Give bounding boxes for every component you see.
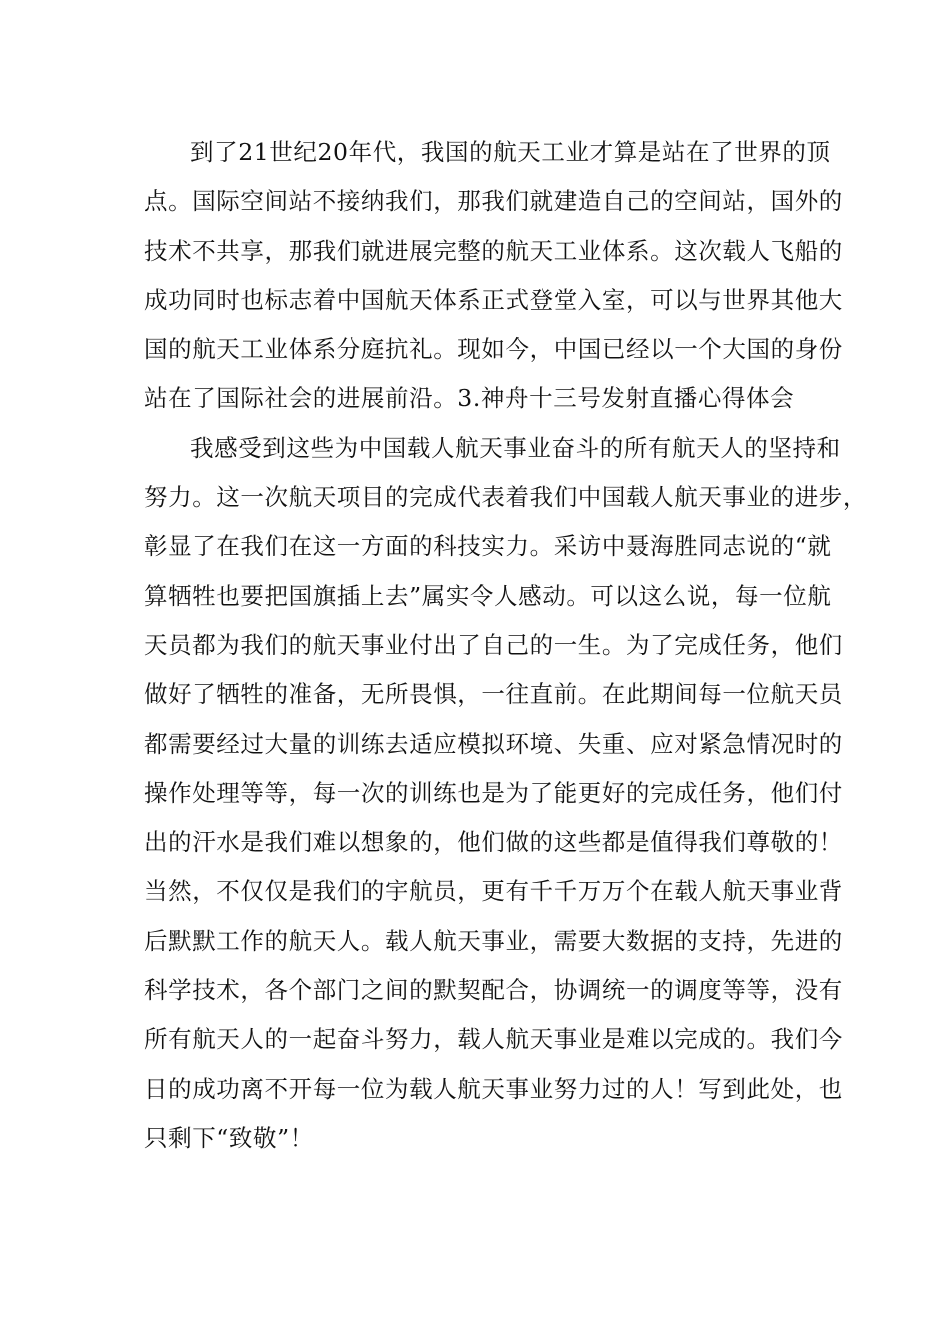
- text-line: 都需要经过大量的训练去适应模拟环境、失重、应对紧急情况时的: [144, 729, 843, 758]
- text-line: 到了21世纪20年代，我国的航天工业才算是站在了世界的顶: [190, 138, 831, 166]
- text-line: 努力。这一次航天项目的完成代表着我们中国载人航天事业的进步，: [144, 483, 867, 512]
- text-line: 后默默工作的航天人。载人航天事业，需要大数据的支持，先进的: [144, 926, 843, 955]
- text-line: 算牺牲也要把国旗插上去”属实令人感动。可以这么说，每一位航: [144, 581, 832, 610]
- text-line: 国的航天工业体系分庭抗礼。现如今，中国已经以一个大国的身份: [144, 335, 843, 364]
- text-line: 天员都为我们的航天事业付出了自己的一生。为了完成任务，他们: [144, 630, 843, 659]
- paragraph: [144, 128, 843, 424]
- text-line: 出的汗水是我们难以想象的，他们做的这些都是值得我们尊敬的！: [144, 828, 843, 857]
- text-line: 所有航天人的一起奋斗努力，载人航天事业是难以完成的。我们今: [144, 1025, 843, 1054]
- text-line: 日的成功离不开每一位为载人航天事业努力过的人！写到此处，也: [144, 1074, 843, 1103]
- text-line: 当然，不仅仅是我们的宇航员，更有千千万万个在载人航天事业背: [144, 877, 843, 906]
- text-line: 点。国际空间站不接纳我们，那我们就建造自己的空间站，国外的: [144, 187, 843, 216]
- body-text: [144, 128, 867, 1163]
- text-line: 做好了牺牲的准备，无所畏惧，一往直前。在此期间每一位航天员: [144, 680, 843, 709]
- text-line: 科学技术，各个部门之间的默契配合，协调统一的调度等等，没有: [144, 976, 843, 1005]
- text-line: 站在了国际社会的进展前沿。3.神舟十三号发射直播心得体会: [144, 384, 795, 413]
- text-line: 技术不共享，那我们就进展完整的航天工业体系。这次载人飞船的: [144, 236, 843, 265]
- text-line: 操作处理等等，每一次的训练也是为了能更好的完成任务，他们付: [144, 778, 843, 807]
- text-line: 只剩下“致敬”！: [144, 1123, 314, 1152]
- paragraph: [144, 424, 867, 1163]
- text-line: 我感受到这些为中国载人航天事业奋斗的所有航天人的坚持和: [190, 433, 841, 462]
- text-line: 成功同时也标志着中国航天体系正式登堂入室，可以与世界其他大: [144, 285, 843, 314]
- text-line: 彰显了在我们在这一方面的科技实力。采访中聂海胜同志说的“就: [144, 532, 832, 561]
